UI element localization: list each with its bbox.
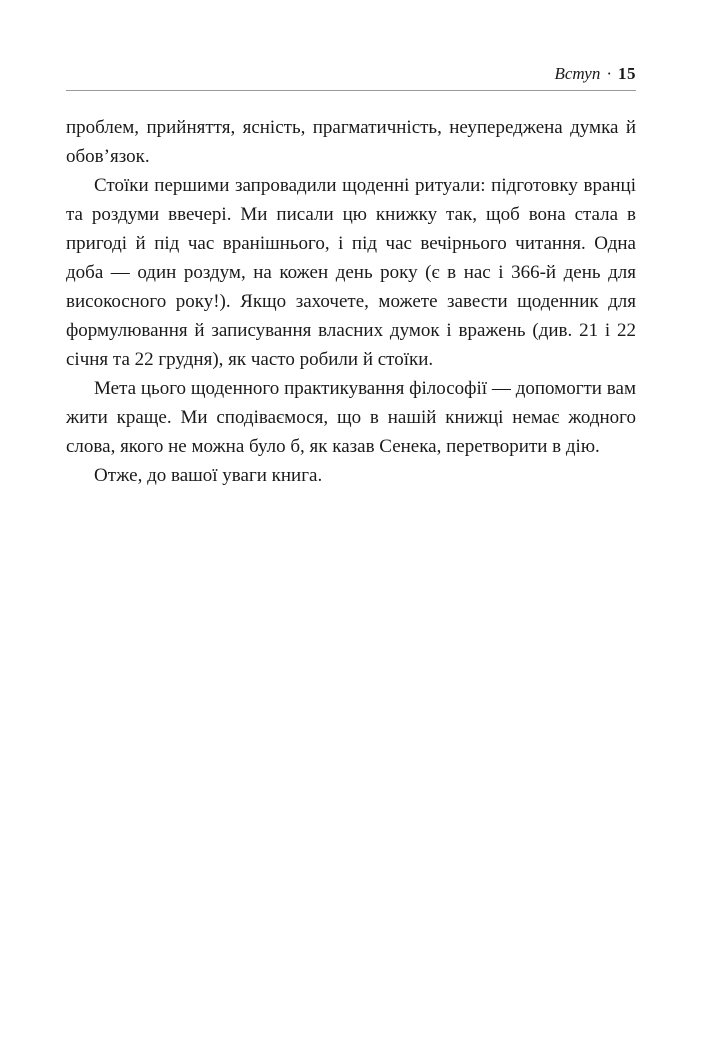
- body-text: [66, 113, 636, 490]
- page-number: 15: [618, 64, 636, 83]
- paragraph: Отже, до вашої уваги книга.: [94, 465, 323, 486]
- header-separator: ·: [606, 64, 612, 83]
- header-rule: [66, 90, 636, 91]
- paragraph: Стоїки першими запровадили щоденні ритуали: підготовку вранці та роздуми ввечері. Ми писали цю книжку так, щоб вона стала в пригоді й під час вранішнього, і під час вечірнього читання. Одна доба — один роздум, на кожен день року (є в нас і 366-й день для високосного року!). Якщо захочете, можете завести щоденник для формулювання й записування власних думок і вражень (див. 21 і 22 січня та 22 грудня), як часто робили й стоїки.: [66, 175, 636, 370]
- running-head: Вступ: [554, 64, 601, 83]
- page-header: [66, 0, 636, 84]
- paragraph: Мета цього щоденного практикування філософії — допомогти вам жити краще. Ми сподіваємося, що в нашій книжці немає жодного слова, якого не можна було б, як казав Сенека, перетворити в дію.: [66, 378, 636, 457]
- paragraph-continuation: проблем, прийняття, ясність, прагматичність, неупереджена думка й обов’язок.: [66, 117, 636, 167]
